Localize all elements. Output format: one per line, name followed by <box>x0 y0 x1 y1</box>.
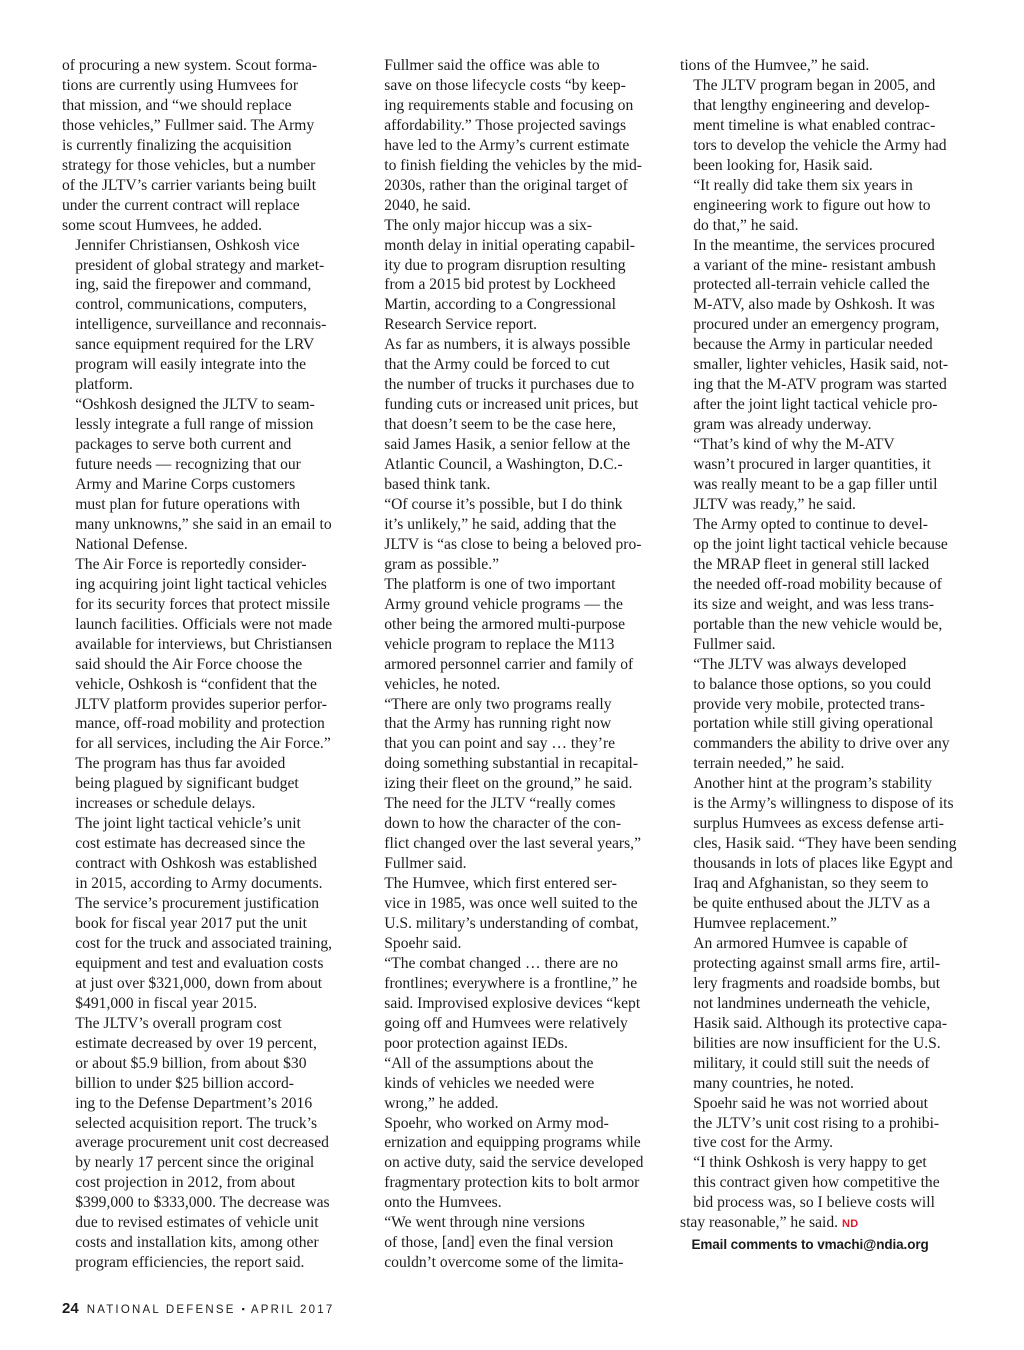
text-line: Army and Marine Corps customers <box>75 476 296 494</box>
paragraph <box>371 1213 661 1273</box>
text-line: affordability.” Those projected savings <box>384 116 627 134</box>
text-line: some scout Humvees, he added. <box>62 216 263 234</box>
text-line: the number of trucks it purchases due to <box>384 376 635 394</box>
text-line: for its security forces that protect missile <box>75 595 330 613</box>
paragraph <box>680 655 970 775</box>
text-line: at just over $321,000, down from about <box>75 974 323 992</box>
text-line: due to revised estimates of vehicle unit <box>75 1214 319 1232</box>
text-line: going off and Humvees were relatively <box>384 1014 628 1032</box>
text-line: Jennifer Christiansen, Oshkosh vice <box>75 236 300 254</box>
text-line: Iraq and Afghanistan, so they seem to <box>693 875 929 893</box>
text-line: those vehicles,” Fullmer said. The Army <box>62 116 315 134</box>
text-line: onto the Humvees. <box>384 1194 502 1212</box>
text-line: cles, Hasik said. “They have been sending <box>693 835 957 853</box>
text-line: U.S. military’s understanding of combat, <box>384 914 639 932</box>
text-line: The program has thus far avoided <box>75 755 286 773</box>
text-line: is currently finalizing the acquisition <box>62 136 292 154</box>
text-line: In the meantime, the services procured <box>693 236 935 254</box>
text-line: protecting against small arms fire, artil- <box>693 954 941 972</box>
page-number: 24 <box>62 1300 79 1317</box>
text-line: vice in 1985, was once well suited to the <box>384 895 638 913</box>
text-line: portation while still giving operational <box>693 715 934 733</box>
paragraph <box>680 435 970 515</box>
text-line: being plagued by significant budget <box>75 775 299 793</box>
paragraph <box>371 954 661 1054</box>
text-line: bilities are now insufficient for the U.S. <box>693 1034 941 1052</box>
text-line: wrong,” he added. <box>384 1094 499 1112</box>
text-line: not landmines underneath the vehicle, <box>693 994 931 1012</box>
paragraph <box>371 335 661 495</box>
paragraph <box>680 176 970 236</box>
text-line: “Of course it’s possible, but I do think <box>384 495 623 513</box>
paragraph <box>62 395 352 555</box>
text-line: it’s unlikely,” he said, adding that the <box>384 515 617 533</box>
text-line: said. Improvised explosive devices “kept <box>384 994 641 1012</box>
text-line: many countries, he noted. <box>693 1074 854 1092</box>
text-line: many unknowns,” she said in an email to <box>75 515 332 533</box>
text-line: bid process was, so I believe costs will <box>693 1194 935 1212</box>
text-line: The JLTV program began in 2005, and <box>693 76 936 94</box>
paragraph <box>371 1054 661 1114</box>
article-column-2 <box>371 56 661 1273</box>
text-line: stay reasonable,” he said. <box>680 1214 839 1232</box>
text-line: packages to serve both current and <box>75 436 292 454</box>
text-line: The Humvee, which first entered ser- <box>384 875 617 893</box>
text-line: procured under an emergency program, <box>693 316 940 334</box>
text-line: smaller, lighter vehicles, Hasik said, not- <box>693 356 949 374</box>
paragraph <box>680 515 970 655</box>
text-line: The joint light tactical vehicle’s unit <box>75 815 301 833</box>
text-line: control, communications, computers, <box>75 296 307 314</box>
text-line: lery fragments and roadside bombs, but <box>693 974 941 992</box>
text-line: As far as numbers, it is always possible <box>384 336 631 354</box>
text-line: tive cost for the Army. <box>693 1134 833 1152</box>
text-line: in 2015, according to Army documents. <box>75 875 323 893</box>
paragraph <box>62 1014 352 1273</box>
text-line: month delay in initial operating capabil- <box>384 236 635 254</box>
text-line: lessly integrate a full range of mission <box>75 416 314 434</box>
text-line: The Army opted to continue to devel- <box>693 515 928 533</box>
paragraph <box>371 575 661 695</box>
text-line: The only major hiccup was a six- <box>384 216 593 234</box>
text-line: mance, off-road mobility and protection <box>75 715 325 733</box>
article-column-3 <box>680 56 970 1255</box>
text-line: “I think Oshkosh is very happy to get <box>693 1154 927 1172</box>
text-line: op the joint light tactical vehicle because <box>693 535 948 553</box>
text-line: or about $5.9 billion, from about $30 <box>75 1054 307 1072</box>
text-line: on active duty, said the service developed <box>384 1154 644 1172</box>
text-line: for all services, including the Air Force.” <box>75 735 331 753</box>
text-line: of procuring a new system. Scout forma- <box>62 57 318 74</box>
text-line: the JLTV’s unit cost rising to a prohibi- <box>693 1114 940 1132</box>
text-line: cost projection in 2012, from about <box>75 1174 296 1192</box>
paragraph <box>371 495 661 575</box>
paragraph <box>680 1153 970 1235</box>
text-line: Spoehr said he was not worried about <box>693 1094 928 1112</box>
text-line: its size and weight, and was less trans- <box>693 595 935 613</box>
text-line: Another hint at the program’s stability <box>693 775 932 793</box>
text-line: “We went through nine versions <box>384 1214 585 1232</box>
text-line: tions are currently using Humvees for <box>62 76 299 94</box>
text-line: been looking for, Hasik said. <box>693 156 873 174</box>
text-line: $491,000 in fiscal year 2015. <box>75 994 258 1012</box>
text-line: Fullmer said the office was able to <box>384 57 600 74</box>
text-line: An armored Humvee is capable of <box>693 934 908 952</box>
text-line: to finish fielding the vehicles by the mid- <box>384 156 642 174</box>
paragraph <box>62 754 352 814</box>
text-line: poor protection against IEDs. <box>384 1034 568 1052</box>
paragraph <box>371 695 661 795</box>
text-line: available for interviews, but Christiansen <box>75 635 333 653</box>
text-line: wasn’t procured in larger quantities, it <box>693 456 931 474</box>
text-line: Hasik said. Although its protective capa- <box>693 1014 948 1032</box>
text-line: funding cuts or increased unit prices, but <box>384 396 639 414</box>
text-line: from a 2015 bid protest by Lockheed <box>384 276 616 294</box>
text-line: Fullmer said. <box>384 855 467 873</box>
text-line: down to how the character of the con- <box>384 815 622 833</box>
text-line: “That’s kind of why the M-ATV <box>693 436 895 454</box>
paragraph <box>371 794 661 874</box>
text-line: $399,000 to $333,000. The decrease was <box>75 1194 330 1212</box>
text-line: future needs — recognizing that our <box>75 456 301 474</box>
text-line: that mission, and “we should replace <box>62 96 292 114</box>
text-line: program efficiencies, the report said. <box>75 1254 305 1272</box>
paragraph <box>371 56 661 216</box>
text-line: to balance those options, so you could <box>693 675 932 693</box>
nd-end-mark: ND <box>842 1218 859 1231</box>
text-line: cost for the truck and associated training, <box>75 934 333 952</box>
text-line: that you can point and say … they’re <box>384 735 616 753</box>
text-line: ing to the Defense Department’s 2016 <box>75 1094 313 1112</box>
paragraph <box>62 555 352 755</box>
text-line: flict changed over the last several years,” <box>384 835 641 853</box>
text-line: M-ATV, also made by Oshkosh. It was <box>693 296 935 314</box>
text-line: surplus Humvees as excess defense arti- <box>693 815 944 833</box>
text-line: said should the Air Force choose the <box>75 655 303 673</box>
text-line: must plan for future operations with <box>75 495 301 513</box>
paragraph <box>680 236 970 436</box>
text-line: ity due to program disruption resulting <box>384 256 626 274</box>
text-line: estimate decreased by over 19 percent, <box>75 1034 317 1052</box>
text-line: Humvee replacement.” <box>693 914 837 932</box>
text-line: save on those lifecycle costs “by keep- <box>384 76 626 94</box>
article-column-1 <box>62 56 352 1273</box>
text-line: portable than the new vehicle would be, <box>693 615 943 633</box>
text-line: The need for the JLTV “really comes <box>384 795 616 813</box>
text-line: other being the armored multi-purpose <box>384 615 626 633</box>
text-line: “There are only two programs really <box>384 695 612 713</box>
text-line: cost estimate has decreased since the <box>75 835 306 853</box>
text-line: National Defense. <box>75 535 188 553</box>
text-line: equipment and test and evaluation costs <box>75 954 324 972</box>
text-line: 2040, he said. <box>384 196 471 214</box>
paragraph <box>371 874 661 954</box>
text-line: Martin, according to a Congressional <box>384 296 616 314</box>
text-line: intelligence, surveillance and reconnais- <box>75 316 327 334</box>
text-line: provide very mobile, protected trans- <box>693 695 925 713</box>
text-line: JLTV is “as close to being a beloved pro- <box>384 535 642 553</box>
text-line: “Oshkosh designed the JLTV to seam- <box>75 396 315 414</box>
text-line: a variant of the mine- resistant ambush <box>693 256 936 274</box>
text-line: Fullmer said. <box>693 635 776 653</box>
text-line: contract with Oshkosh was established <box>75 855 317 873</box>
paragraph <box>680 1094 970 1154</box>
publication-name: NATIONAL DEFENSE <box>86 1304 236 1316</box>
issue-date: APRIL 2017 <box>250 1304 335 1316</box>
text-line: The service’s procurement justification <box>75 895 320 913</box>
text-line: of those, [and] even the final version <box>384 1234 614 1252</box>
text-line: JLTV was ready,” he said. <box>693 495 856 513</box>
text-line: book for fiscal year 2017 put the unit <box>75 914 307 932</box>
text-line: vehicle program to replace the M113 <box>384 635 615 653</box>
text-line: “The combat changed … there are no <box>384 954 619 972</box>
text-line: ment timeline is what enabled contrac- <box>693 116 936 134</box>
text-line: selected acquisition report. The truck’s <box>75 1114 318 1132</box>
text-line: ing acquiring joint light tactical vehicles <box>75 575 327 593</box>
text-line: ing, said the firepower and command, <box>75 276 312 294</box>
text-line: the MRAP fleet in general still lacked <box>693 555 930 573</box>
text-line: protected all-terrain vehicle called the <box>693 276 930 294</box>
text-line: military, it could still suit the needs of <box>693 1054 930 1072</box>
text-line: thousands in lots of places like Egypt and <box>693 855 953 873</box>
paragraph <box>62 56 352 236</box>
text-line: The platform is one of two important <box>384 575 616 593</box>
text-line: doing something substantial in recapital- <box>384 755 639 773</box>
text-line: is the Army’s willingness to dispose of its <box>693 795 954 813</box>
text-line: average procurement unit cost decreased <box>75 1134 329 1152</box>
text-line: “The JLTV was always developed <box>693 655 907 673</box>
article-column-3-body <box>680 56 970 1235</box>
text-line: that lengthy engineering and develop- <box>693 96 930 114</box>
text-line: of the JLTV’s carrier variants being built <box>62 176 317 194</box>
text-line: that the Army has running right now <box>384 715 612 733</box>
text-line: “It really did take them six years in <box>693 176 913 194</box>
text-line: platform. <box>75 376 133 394</box>
text-line: sance equipment required for the LRV <box>75 336 315 354</box>
text-line: Army ground vehicle programs — the <box>384 595 623 613</box>
text-line: strategy for those vehicles, but a number <box>62 156 316 174</box>
text-line: frontlines; everywhere is a frontline,” he <box>384 974 638 992</box>
text-line: was really meant to be a gap filler until <box>693 476 938 494</box>
text-line: terrain needed,” he said. <box>693 755 845 773</box>
text-line: JLTV platform provides superior perfor- <box>75 695 327 713</box>
text-line: engineering work to figure out how to <box>693 196 931 214</box>
paragraph <box>680 76 970 176</box>
text-line: Spoehr said. <box>384 934 462 952</box>
footer-separator-icon: ▪ <box>241 1304 245 1314</box>
text-line: president of global strategy and market- <box>75 256 325 274</box>
text-line: do that,” he said. <box>693 216 799 234</box>
text-line: couldn’t overcome some of the limita- <box>384 1254 624 1272</box>
text-line: armored personnel carrier and family of <box>384 655 634 673</box>
text-line: vehicle, Oshkosh is “confident that the <box>75 675 317 693</box>
text-line: based think tank. <box>384 476 491 494</box>
paragraph <box>62 236 352 396</box>
text-line: that the Army could be forced to cut <box>384 356 610 374</box>
text-line: The JLTV’s overall program cost <box>75 1014 282 1032</box>
text-line: program will easily integrate into the <box>75 356 307 374</box>
text-line: ernization and equipping programs while <box>384 1134 641 1152</box>
text-line: increases or schedule delays. <box>75 795 256 813</box>
text-line: gram as possible.” <box>384 555 500 573</box>
text-line: tions of the Humvee,” he said. <box>680 57 870 74</box>
text-line: this contract given how competitive the <box>693 1174 940 1192</box>
text-line: Spoehr, who worked on Army mod- <box>384 1114 609 1132</box>
text-line: said James Hasik, a senior fellow at the <box>384 436 631 454</box>
paragraph <box>680 774 970 934</box>
text-line: after the joint light tactical vehicle pro- <box>693 396 938 414</box>
text-line: “All of the assumptions about the <box>384 1054 594 1072</box>
text-line: billion to under $25 billion accord- <box>75 1074 294 1092</box>
text-line: launch facilities. Officials were not made <box>75 615 333 633</box>
text-line: vehicles, he noted. <box>384 675 501 693</box>
text-line: Atlantic Council, a Washington, D.C.- <box>384 456 623 474</box>
text-line: tors to develop the vehicle the Army had <box>693 136 947 154</box>
text-line: Research Service report. <box>384 316 538 334</box>
text-line: under the current contract will replace <box>62 196 300 214</box>
text-line: the needed off-road mobility because of <box>693 575 942 593</box>
text-line: izing their fleet on the ground,” he said. <box>384 775 633 793</box>
text-line: The Air Force is reportedly consider- <box>75 555 307 573</box>
text-line: have led to the Army’s current estimate <box>384 136 630 154</box>
paragraph <box>371 1114 661 1214</box>
text-line: commanders the ability to drive over any <box>693 735 950 753</box>
text-line: by nearly 17 percent since the original <box>75 1154 315 1172</box>
text-line: gram was already underway. <box>693 416 872 434</box>
paragraph <box>62 814 352 1014</box>
paragraph <box>680 56 970 76</box>
text-line: kinds of vehicles we needed were <box>384 1074 595 1092</box>
email-comments-line: Email comments to vmachi@ndia.org <box>691 1237 929 1253</box>
text-line: ing that the M-ATV program was started <box>693 376 947 394</box>
paragraph <box>680 934 970 1094</box>
paragraph <box>371 216 661 336</box>
text-line: costs and installation kits, among other <box>75 1234 319 1252</box>
text-line: ing requirements stable and focusing on <box>384 96 634 114</box>
text-line: be quite enthused about the JLTV as a <box>693 895 931 913</box>
text-line: fragmentary protection kits to bolt armor <box>384 1174 640 1192</box>
text-line: 2030s, rather than the original target of <box>384 176 628 194</box>
text-line: because the Army in particular needed <box>693 336 933 354</box>
text-line: that doesn’t seem to be the case here, <box>384 416 617 434</box>
page-footer <box>62 1300 334 1317</box>
